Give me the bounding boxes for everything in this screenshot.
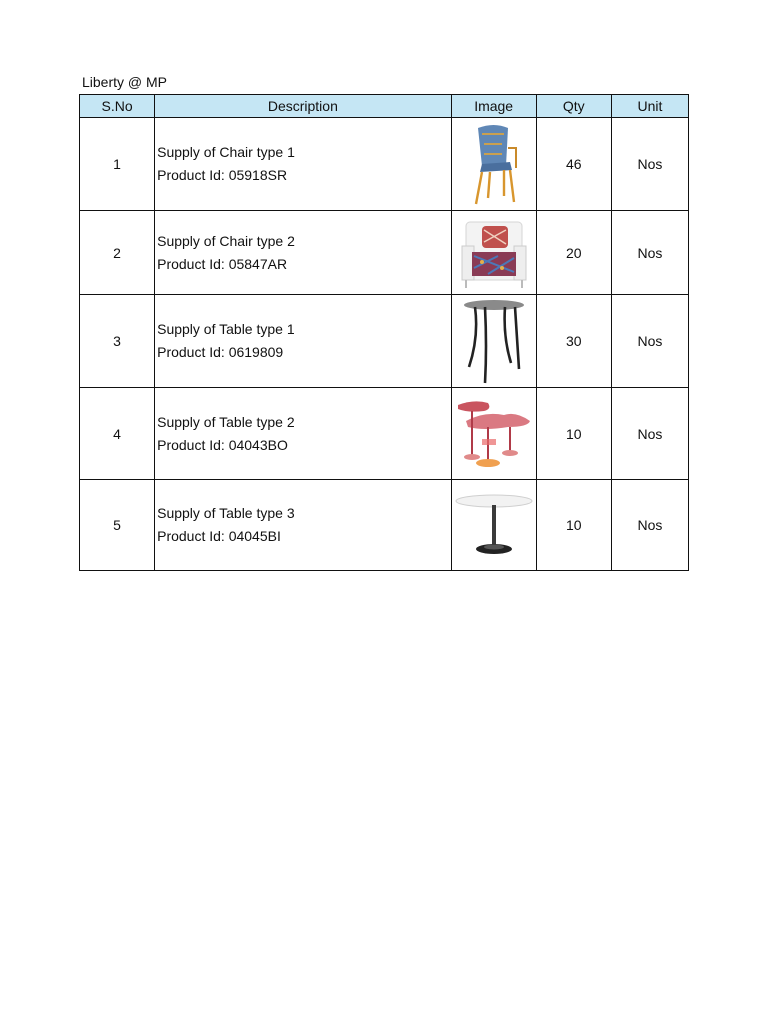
table-type-3-image — [454, 493, 534, 557]
row-item-name: Supply of Table type 1 — [157, 321, 295, 337]
row-sno: 2 — [80, 211, 155, 295]
row-image-cell — [451, 480, 536, 571]
row-item-name: Supply of Chair type 1 — [157, 144, 295, 160]
table-row — [80, 118, 689, 211]
chair-type-1-image — [464, 122, 524, 206]
table-row — [80, 388, 689, 480]
row-unit: Nos — [611, 295, 688, 388]
table-row — [80, 480, 689, 571]
table-header-row — [80, 95, 689, 118]
row-qty: 20 — [536, 211, 611, 295]
row-product-id: Product Id: 05918SR — [157, 167, 288, 183]
row-unit: Nos — [611, 388, 688, 480]
row-unit: Nos — [611, 118, 688, 211]
row-qty: 30 — [536, 295, 611, 388]
table-row — [80, 211, 689, 295]
header-sno: S.No — [80, 95, 155, 118]
row-description — [155, 118, 451, 211]
row-unit: Nos — [611, 211, 688, 295]
row-sno: 1 — [80, 118, 155, 211]
row-product-id: Product Id: 04045BI — [157, 528, 281, 544]
row-image-cell — [451, 118, 536, 211]
row-description — [155, 388, 451, 480]
row-qty: 10 — [536, 480, 611, 571]
table-type-2-image — [454, 397, 534, 471]
table-type-1-image — [461, 297, 527, 385]
row-description — [155, 480, 451, 571]
chair-type-2-image — [458, 216, 530, 290]
header-image: Image — [451, 95, 536, 118]
row-unit: Nos — [611, 480, 688, 571]
row-item-name: Supply of Chair type 2 — [157, 232, 295, 249]
row-image-cell — [451, 295, 536, 388]
furniture-supply-table — [79, 94, 689, 571]
document-title: Liberty @ MP — [82, 74, 168, 90]
header-qty: Qty — [536, 95, 611, 118]
row-image-cell — [451, 388, 536, 480]
row-product-id: Product Id: 0619809 — [157, 344, 284, 360]
row-product-id: Product Id: 05847AR — [157, 255, 288, 272]
row-qty: 46 — [536, 118, 611, 211]
row-item-name: Supply of Table type 2 — [157, 413, 295, 430]
row-qty: 10 — [536, 388, 611, 480]
row-product-id: Product Id: 04043BO — [157, 436, 288, 453]
row-item-name: Supply of Table type 3 — [157, 505, 295, 521]
table-row — [80, 295, 689, 388]
row-description — [155, 211, 451, 295]
row-sno: 3 — [80, 295, 155, 388]
row-sno: 4 — [80, 388, 155, 480]
row-image-cell — [451, 211, 536, 295]
row-sno: 5 — [80, 480, 155, 571]
row-description — [155, 295, 451, 388]
header-unit: Unit — [611, 95, 688, 118]
header-description: Description — [155, 95, 451, 118]
